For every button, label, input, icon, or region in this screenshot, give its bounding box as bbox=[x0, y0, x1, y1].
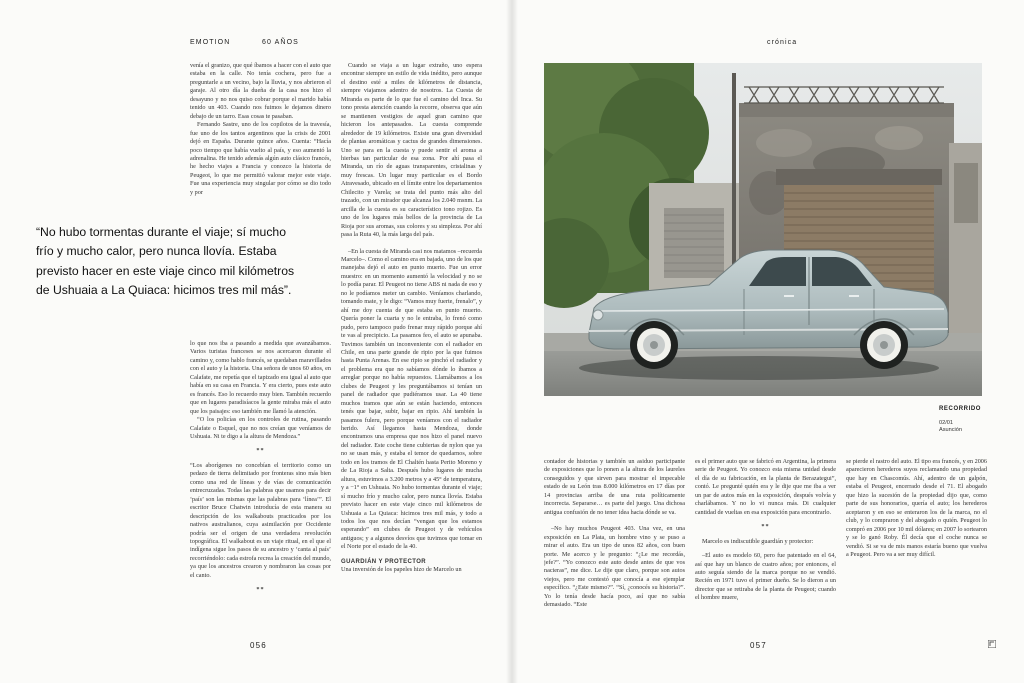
page-number: 057 bbox=[750, 641, 767, 650]
right-column-2 bbox=[695, 458, 836, 633]
paragraph: es el primer auto que se fabricó en Argentina, la primera serie de Peugeot. Yo conozco esta misma unidad desde el día de su fabricación, en la planta de Berazategui”, contó. Le pregunté quién era y le dije que me iba a ver un par de autos más en la exposición, después volvía y charlábamos. Y no lo vi nunca más. Di cualquier cantidad de vueltas en esa exposición para encontrarlo. bbox=[695, 458, 836, 516]
photo-caption-meta bbox=[939, 420, 962, 434]
section-break: ** bbox=[256, 586, 265, 594]
car-photo bbox=[544, 63, 982, 396]
caption-date: 02/01 bbox=[939, 420, 953, 426]
paragraph: –No hay muchos Peugeot 403. Una vez, en una exposición en La Plata, un hombre vino y se puso a mirar el auto. Era un tipo de unos 82 años, con buen porte. Me acerco y le pregunto: “¿Le me recordás, jefe?”. “Yo conozco este auto desde antes de que vos nacieras”, me dice. Le dije que claro, porque son autos viejos, pero me contestó que conocía a ese ejemplar específico. “¿Este mismo?”. “Sí, ¿conocés su historia?”. Yo lo tenía desde hacía poco, así que no sabía demasiado. “Este bbox=[544, 525, 685, 609]
section-break: ** bbox=[256, 447, 265, 455]
paragraph: lo que nos iba a pasando a medida que avanzábamos. Varios turistas franceses se nos acercaron durante el camino y, como hablo francés, se quedaban maravillados con el auto y la historia. Una señora de unos 60 años, en Calafate, me repetía que el tapizado era igual al auto que había en su casa en Francia. Y era cierto, pues este auto es francés. Eso lo recuerdo muy bien. También recuerdo que en lugares paradisíacos la gente miraba más el auto que los paisajes: eso también me llamó la atención. bbox=[190, 340, 331, 415]
section-label: EMOTION bbox=[190, 39, 231, 46]
paragraph: Cuando se viaja a un lugar extraño, uno espera encontrar siempre un estilo de vida inédito, pero aunque el destino esté a miles de kilómetros de distancia, siempre viajamos adentro de nosotros. La Cuesta de Miranda es parte de lo que fue el camino del Inca. Su tono presta atención cuando la recorre, observa que aún se mantienen vestigios de aquel gran camino que hicieron los antepasados. La cuesta comprende alrededor de 19 kilómetros. Existe una gran diversidad de plantas aromáticas y cactus de grandes dimensiones. Uno se para en la cuesta y puede sentir el aroma a hierbas tan particular de esa zona. Por ahí pasa el Miranda, un río de aguas transparentes, cristalinas y muy frescas. Un lugar muy particular es el Bordo Atravesado, ubicado en el límite entre los departamentos Chilecito y Varela; se trata del punto más alto del trazado, con un mirador que alcanza los 2.040 msnm. La arcilla de la cuesta es su característico tono rojizo. Es uno de los lugares más bellos de la provincia de La Rioja por sus aromas, sus colores y su simpleza. Por ahí pasa la Ruta 40, la más larga del país. bbox=[341, 62, 482, 239]
peugeot-403-illustration bbox=[544, 63, 982, 396]
paragraph: venía el granizo, que qué íbamos a hacer con el auto que estaba en la calle. No tenía cochera, pero fue a preguntarle a un vecino, bajo la lluvia, y nos abrieron el garaje. Al otro día la dueña de la casa nos hizo el desayuno y no nos quiso cobrar porque el marido había tenido un 403. Cuando nos fuimos le dejamos dinero debajo de un tarro. Esas cosas te pasaban. bbox=[190, 62, 331, 120]
left-column-1-bottom bbox=[190, 340, 331, 620]
right-column-3 bbox=[846, 458, 987, 633]
photo-caption-title: RECORRIDO bbox=[939, 406, 982, 412]
paragraph: “Los aborígenes no concebían el territorio como un pedazo de tierra delimitado por fronteras sino más bien como una red de líneas y de vías de comunicación entrecruzadas. Todas las palabras que usamos para decir ‘país’ son las mismas que las palabras para ‘línea’”. El escritor Bruce Chatwin introducía de esta manera su descripción de los walkabouts practicados por los nativos australianos, cuya asimilación por Occidente podría ser el origen de una verdadera revolución topográfica. El walkabout es un viaje ritual, en el que el indígena sigue los pasos de su ancestro y ‘canta al país’ recorriéndolo: cada estrofa recrea la creación del mundo, ya que los ancestros crearon y nombraron las cosas por el canto. bbox=[190, 461, 331, 579]
paragraph: se pierde el rastro del auto. El tipo era francés, y en 2006 aparecieron herederos suyos reclamando una propiedad que hay en Chascomús. Ahí, adentro de un galpón, estaba el Peugeot, encerrado desde el 71. El abogado que hizo la sucesión de la propiedad dijo que, como parte de sus honorarios, quería el auto; los herederos aceptaron y en eso se enteraron los de la marca, no el club, y lo compraron y del abogado o quién. Peugeot lo compró en 2006 por 10 mil dólares; en 2007 lo sortearon y se lo ganó Roby. Él decía que el coche nunca se vendió. Si se va de mis manos estaría bueno que vuelva a Peugeot. Pero va a ser muy difícil. bbox=[846, 458, 987, 558]
paragraph: contador de historias y también un asiduo participante de exposiciones que lo ponen a la altura de los laureles conseguidos y que sirven para mostrar el impecable estado de su León tras 8.000 kilómetros en 17 días por 14 provincias arriba de una ruta políticamente incorrecta. Separarse… es parte del juego. Una dichosa antigua confusión de no tener idea hacia dónde se va. bbox=[544, 458, 685, 516]
section-break: ** bbox=[761, 523, 770, 531]
paragraph: Marcelo es indiscutible guardián y protector: bbox=[702, 537, 814, 545]
page-number: 056 bbox=[250, 641, 267, 650]
paragraph: Fernando Sastre, uno de los copilotos de la travesía, fue uno de los tantos argentinos que la crisis de 2001 dejó en España. Durante quince años. Cuenta: “Hacía poco tiempo que había vuelto al país, y eso aumentó la adrenalina. He tenido además algún auto clásico francés, he hecho viajes a Francia y conozco la historia de Peugeot, lo que me permitió valorar mejor este viaje. Fue una experiencia muy singular por cómo se dio todo y por bbox=[190, 121, 331, 196]
pull-quote: “No hubo tormentas durante el viaje; sí mucho frío y mucho calor, pero nunca llovía. Estaba previsto hacer en este viaje cinco mil kilómetros de Ushuaia a La Quiaca: hicimos tres mil más”. bbox=[36, 225, 295, 298]
caption-location: Asunción bbox=[939, 427, 963, 433]
paragraph: –En la cuesta de Miranda casi nos matamos –recuerda Marcelo–. Como el camino era en bajada, uno de los que manejaba dejó el auto en punto muerto. Fue un error muestro: en un momento aumentó la velocidad y no se lo podía parar. El Peugeot no tiene ABS ni nada de eso y no le podíamos meter un cambio. Veníamos charlando, tomando mate, y le digo: “Vamos muy fuerte, frenalo”, y ahí me doy cuenta de que estaba en punto muerto. Quería poner la cuarta y no le entraba, lo frenó como pudo, pero tampoco pudo frenar muy rápido porque ahí te vas al precipicio. La pasamos feo, el auto se apunaba. Tuvimos también un inconveniente con el radiador en Chile, en una parte grande de ripio por la que fuimos hasta Punta Arenas. En ese ripio se pinchó el radiador y el problema era que no sabíamos dónde lo íbamos a arreglar porque no había repuestos. Llamábamos a los clubes de Peugeot y les preguntábamos si tenían un panel de radiador que pudiéramos usar. La 40 tiene muchos tramos que aún se están haciendo, entonces tenés que bajar, subir, bajar en ripio. Ahí también la pasamos fuleru, pero porque veníamos con el radiador herido. Así llegamos hasta Mendoza, donde encontramos una empresa que nos hizo el panel nuevo del radiador. Este coche tiene cubiertas de nylon que ya no se usan más, y estaba el temor de quedarnos, sobre todo en los tramos de El Chaltén hasta Perito Moreno y de La Rioja a Salta. Después hubo lugares de mucha altura, estuvimos a 3.200 metros y a 45° de temperatura, y a −1° en Ushuaia. No hubo tormentas durante el viaje; sí mucho frío y mucho calor, pero nunca llovía. Estaba previsto hacer en este viaje cinco mil kilómetros de Ushuaia a La Quiaca: hicimos tres mil más, y todo a todos los que nos decían “vengan que los estamos esperando” en clubes de Peugeot y de vehículos antiguos; y a algunos desvíos que tuvimos que tomar en el Norte por el estado de la 40. bbox=[341, 247, 482, 551]
right-column-1 bbox=[544, 458, 685, 633]
issue-label: 60 AÑOS bbox=[262, 39, 299, 46]
subheading: GUARDIÁN Y PROTECTOR bbox=[341, 558, 427, 565]
right-page bbox=[512, 0, 1024, 683]
left-column-2 bbox=[341, 62, 482, 632]
paragraph: –El auto es modelo 60, pero fue patentado en el 64, así que hay un blanco de cuatro años; por entonces, el auto seguía siendo de la marca porque no se vendió. Recién en 1971 tuvo el primer dueño. Se lo dieron a un director que se retiraba de la planta de Peugeot; cuando el hombre muere, bbox=[695, 552, 836, 602]
left-column-1-top bbox=[190, 62, 331, 212]
paragraph: “O los policías en los controles de rutina, pasando Calafate o Esquel, que no nos creían que veníamos de Ushuaia. Ni te digo a la altura de Mendoza.” bbox=[190, 416, 331, 440]
section-label: crónica bbox=[767, 39, 798, 46]
end-mark-icon bbox=[988, 640, 996, 648]
paragraph: Una inversión de los papeles hizo de Marcelo un bbox=[341, 566, 462, 574]
